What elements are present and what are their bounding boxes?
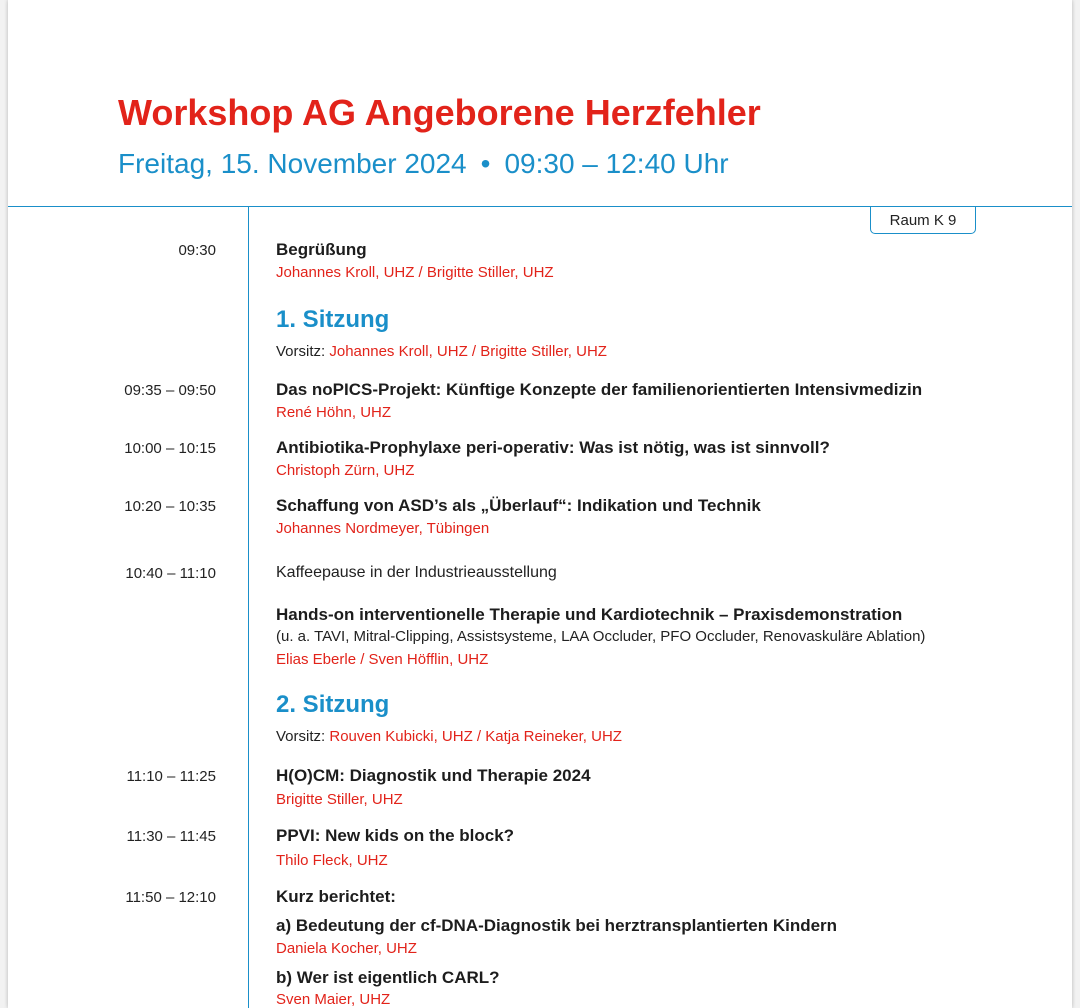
session-2-chair-names: Rouven Kubicki, UHZ / Katja Reineker, UHZ [329, 728, 622, 745]
talk-speaker: René Höhn, UHZ [276, 404, 392, 421]
session-1-chair [276, 343, 607, 360]
talk-time: 10:00 – 10:15 [124, 440, 216, 457]
talk-time: 10:20 – 10:35 [124, 498, 216, 515]
welcome-title: Begrüßung [276, 240, 367, 259]
session-2-chair [276, 728, 622, 745]
talk-speaker: Johannes Nordmeyer, Tübingen [276, 520, 490, 537]
workshop-date-time [118, 148, 729, 180]
coffee-break-text: Kaffeepause in der Industrieausstellung [276, 564, 557, 581]
talk-title: Das noPICS-Projekt: Künftige Konzepte der familienorientierten Intensivmedizin [276, 380, 923, 399]
talk-title: Antibiotika-Prophylaxe peri-operativ: Was ist nötig, was ist sinnvoll? [276, 438, 830, 457]
time-column-divider [248, 206, 249, 1008]
talk-speaker: Brigitte Stiller, UHZ [276, 791, 403, 808]
short-report-a-title: a) Bedeutung der cf-DNA-Diagnostik bei herztransplantierten Kindern [276, 916, 838, 935]
room-badge: Raum K 9 [870, 207, 976, 234]
workshop-time-range: 09:30 – 12:40 Uhr [504, 148, 729, 179]
short-report-b-speaker: Sven Maier, UHZ [276, 991, 391, 1008]
talk-speaker: Christoph Zürn, UHZ [276, 462, 415, 479]
talk-speaker: Thilo Fleck, UHZ [276, 852, 388, 869]
session-1-chair-label: Vorsitz: [276, 343, 326, 360]
talk-title: Schaffung von ASD’s als „Überlauf“: Indikation und Technik [276, 496, 761, 515]
program-page [8, 0, 1072, 1008]
welcome-speaker: Johannes Kroll, UHZ / Brigitte Stiller, UHZ [276, 264, 554, 281]
short-report-a-speaker: Daniela Kocher, UHZ [276, 940, 417, 957]
workshop-date: Freitag, 15. November 2024 [118, 148, 467, 179]
welcome-time: 09:30 [178, 242, 216, 259]
talk-title: H(O)CM: Diagnostik und Therapie 2024 [276, 766, 591, 785]
session-1-chair-names: Johannes Kroll, UHZ / Brigitte Stiller, UHZ [329, 343, 607, 360]
separator-dot: • [480, 148, 491, 179]
talk-title: PPVI: New kids on the block? [276, 826, 515, 845]
handson-title: Hands-on interventionelle Therapie und Kardiotechnik – Praxisdemonstration [276, 605, 903, 624]
session-2-chair-label: Vorsitz: [276, 728, 326, 745]
handson-note: (u. a. TAVI, Mitral-Clipping, Assistsysteme, LAA Occluder, PFO Occluder, Renovaskuläre Ablation) [276, 628, 926, 645]
talk-time: 09:35 – 09:50 [124, 382, 216, 399]
talk-time: 11:10 – 11:25 [126, 768, 216, 785]
short-reports-title: Kurz berichtet: [276, 887, 396, 906]
break-time: 10:40 – 11:10 [125, 565, 216, 582]
talk-time: 11:30 – 11:45 [126, 828, 216, 845]
session-1-title: 1. Sitzung [276, 306, 390, 333]
short-reports-time: 11:50 – 12:10 [125, 889, 216, 906]
short-report-b-title: b) Wer ist eigentlich CARL? [276, 968, 500, 987]
session-2-title: 2. Sitzung [276, 691, 390, 718]
workshop-title: Workshop AG Angeborene Herzfehler [118, 92, 761, 133]
handson-speaker: Elias Eberle / Sven Höfflin, UHZ [276, 651, 489, 668]
